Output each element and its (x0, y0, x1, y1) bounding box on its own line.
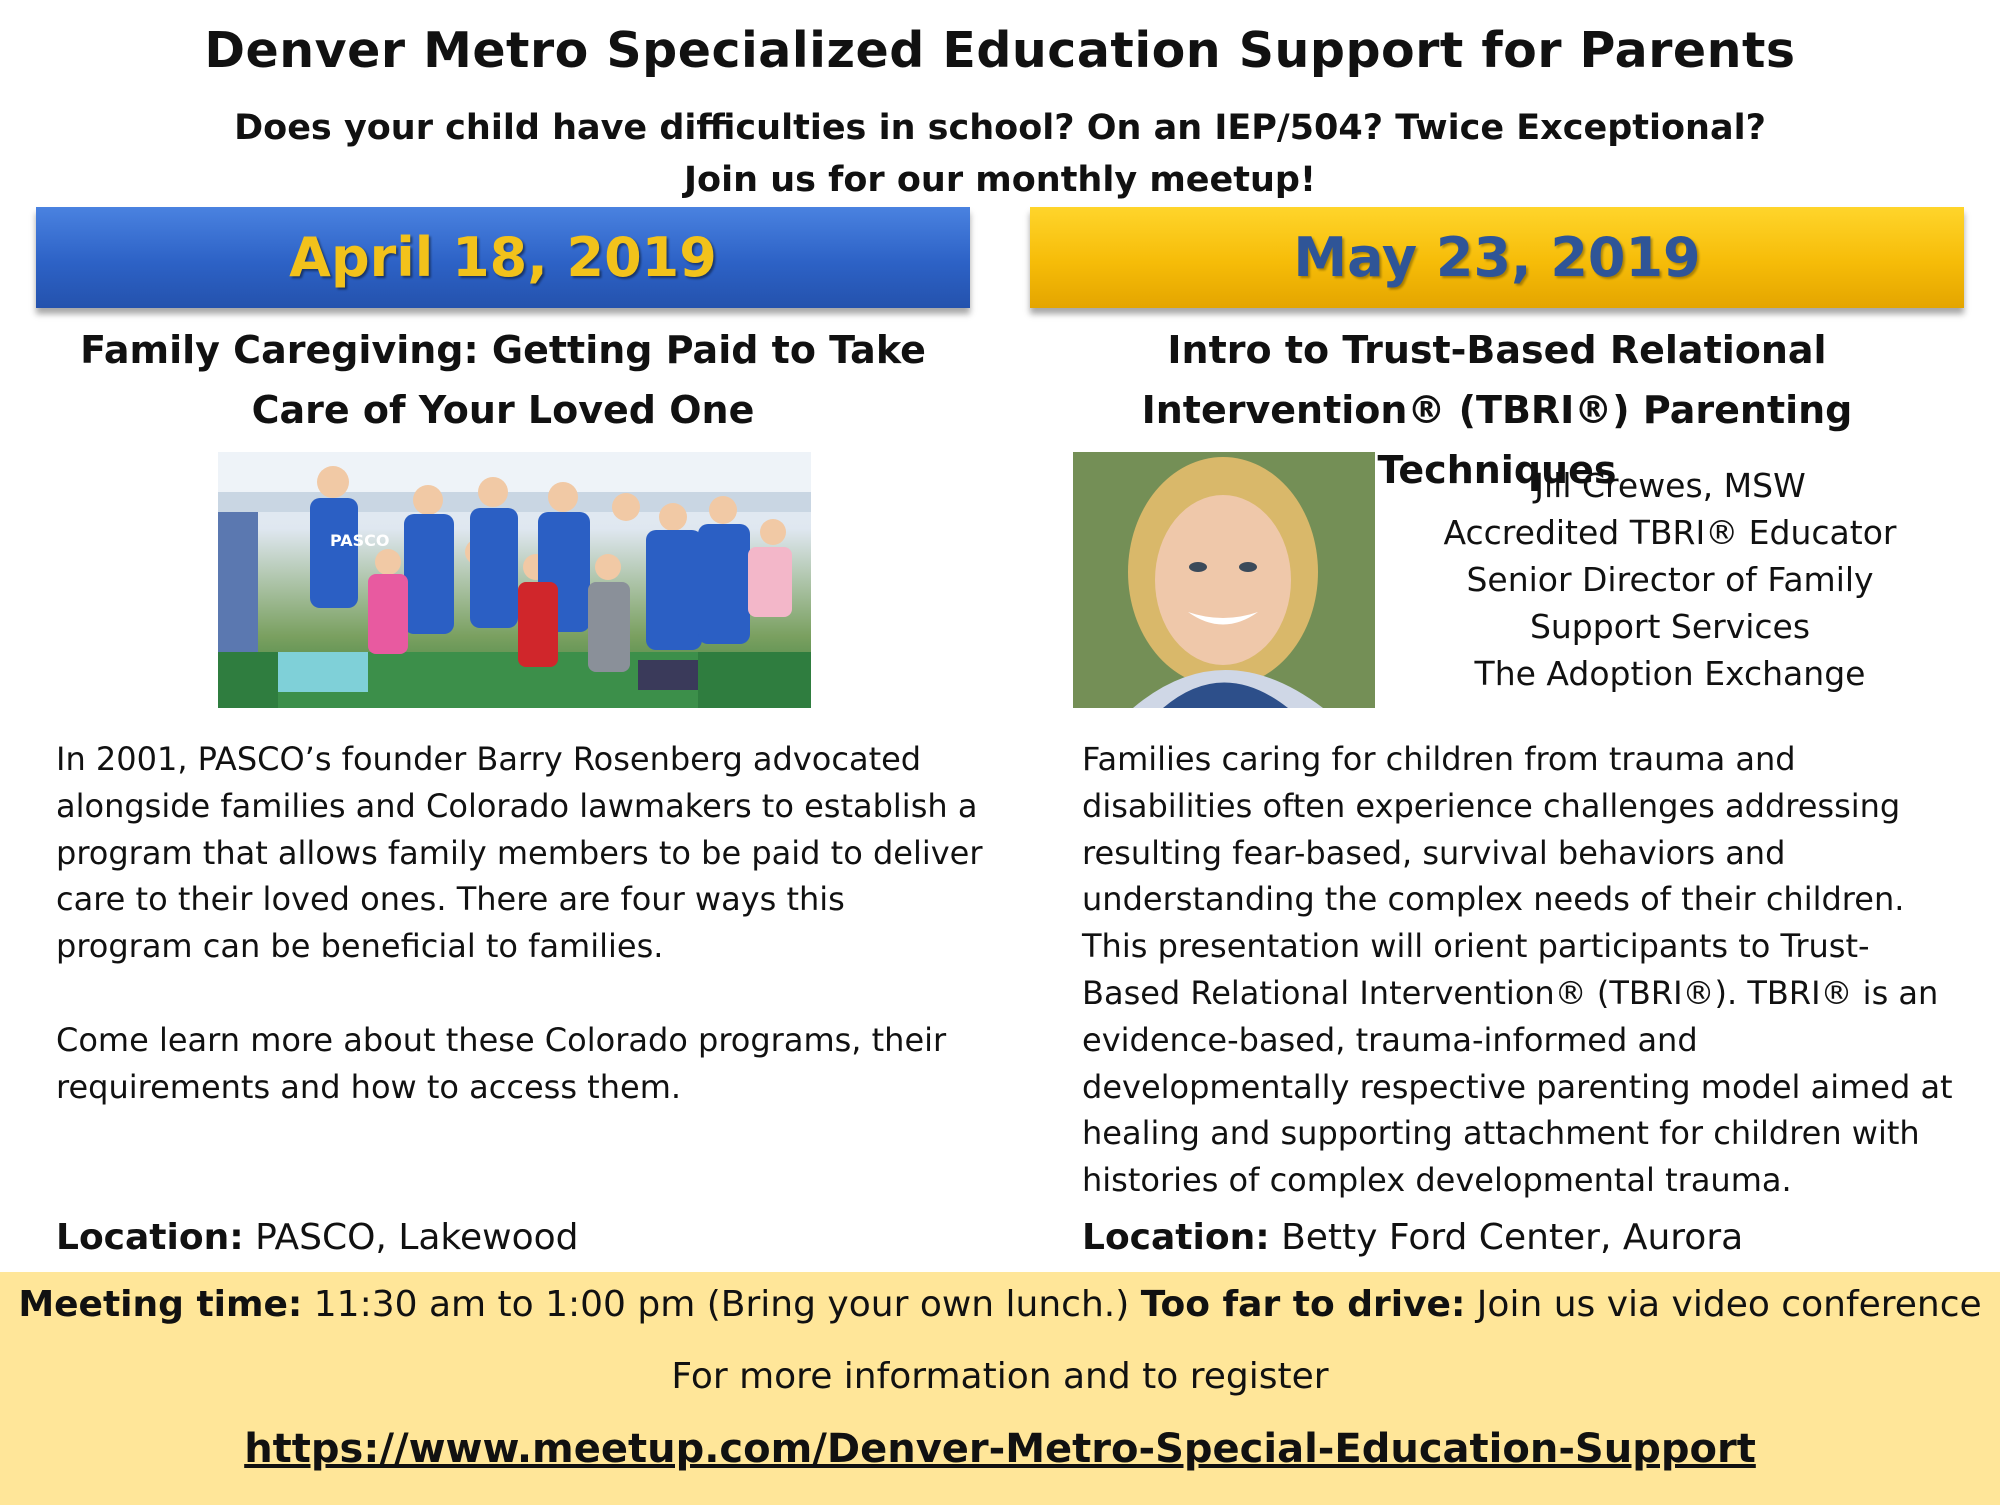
date-banner-may: May 23, 2019 (1030, 207, 1964, 308)
right-event-description (1082, 736, 1962, 1251)
page-title: Denver Metro Specialized Education Support for Parents (204, 22, 1796, 79)
presenter-photo-illustration (1073, 452, 1375, 708)
presenter-title-line-2: Support Services (1529, 607, 1811, 646)
pasco-shirt-text: PASCO (330, 531, 390, 550)
page-subtitle (0, 102, 2000, 206)
footer-meeting-info (0, 1284, 2000, 1325)
location-value: PASCO, Lakewood (243, 1217, 579, 1258)
subtitle-line-1: Does your child have difficulties in school? On an IEP/504? Twice Exceptional? (234, 108, 1766, 148)
footer-info-text: For more information and to register (671, 1356, 1329, 1397)
location-value: Betty Ford Center, Aurora (1269, 1217, 1744, 1258)
meeting-time-value: 11:30 am to 1:00 pm (Bring your own lunch.) (302, 1284, 1141, 1325)
meeting-time-label: Meeting time: (18, 1284, 303, 1325)
date-banner-april: April 18, 2019 (36, 207, 970, 308)
left-event-location (56, 1217, 579, 1258)
presenter-photo (1073, 452, 1375, 708)
left-description-paragraph-1: In 2001, PASCO’s founder Barry Rosenberg advocated alongside families and Colorado lawmakers to establish a program that allows family members to be paid to deliver care to their loved ones. There are four ways this program can be beneficial to families. (56, 740, 983, 966)
presenter-organization: The Adoption Exchange (1474, 654, 1866, 693)
group-photo-illustration (218, 452, 811, 708)
pasco-group-photo (218, 452, 811, 708)
meetup-link[interactable]: https://www.meetup.com/Denver-Metro-Special-Education-Support (244, 1426, 1756, 1472)
subtitle-line-2: Join us for our monthly meetup! (684, 160, 1316, 200)
too-far-label: Too far to drive: (1140, 1284, 1466, 1325)
left-event-description (56, 736, 986, 1158)
right-event-title-line-1: Intro to Trust-Based Relational (1167, 328, 1827, 372)
presenter-info (1390, 462, 1950, 697)
presenter-title-line-1: Senior Director of Family (1466, 560, 1874, 599)
left-event-title-line-1: Family Caregiving: Getting Paid to Take (80, 328, 926, 372)
too-far-value: Join us via video conference (1465, 1284, 1982, 1325)
right-event-location (1082, 1217, 1743, 1258)
left-description-paragraph-2: Come learn more about these Colorado programs, their requirements and how to access them. (56, 1020, 947, 1106)
location-label: Location: (56, 1217, 244, 1258)
right-event-title-line-2: Intervention® (TBRI®) Parenting Techniques (1141, 388, 1853, 492)
presenter-name: Jill Crewes, MSW (1534, 466, 1806, 505)
location-label: Location: (1082, 1217, 1270, 1258)
left-event-title-line-2: Care of Your Loved One (251, 388, 755, 432)
presenter-credential: Accredited TBRI® Educator (1443, 513, 1897, 552)
left-event-title (36, 320, 970, 440)
right-description-paragraph: Families caring for children from trauma and disabilities often experience challenges addressing resulting fear-based, survival behaviors and understanding the complex needs of their children. This presentation will orient participants to Trust-Based Relational Intervention® (TBRI®). TBRI® is an evidence-based, trauma-informed and developmentally respective parenting model aimed at healing and supporting attachment for children with histories of complex developmental trauma. (1082, 740, 1953, 1200)
